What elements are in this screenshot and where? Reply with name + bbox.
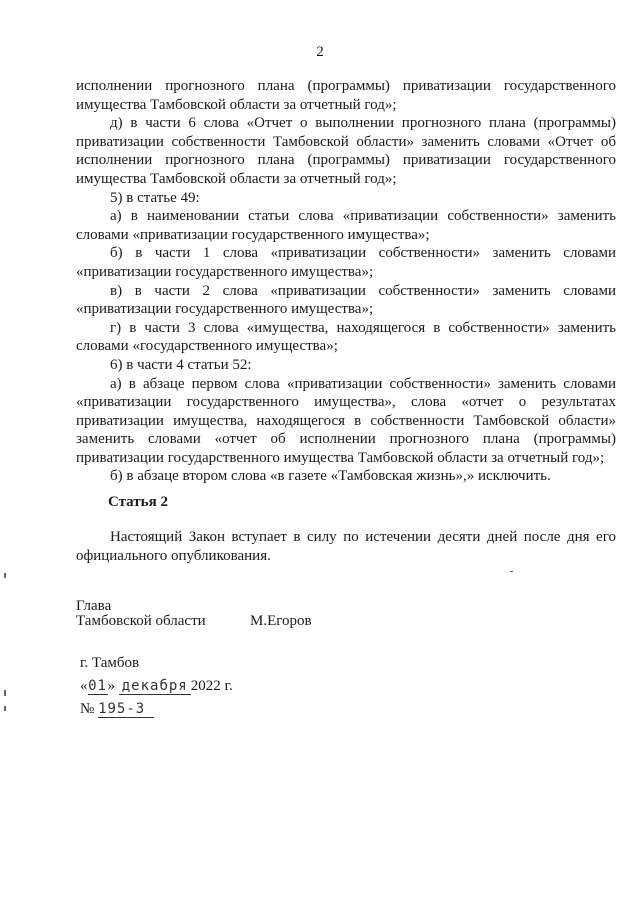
date-month: декабря [119, 678, 191, 695]
date-year: 2022 г. [190, 678, 233, 694]
page-number: 2 [316, 44, 324, 60]
signatory-region: Тамбовской области [76, 613, 206, 629]
date-close-quote: » [107, 678, 115, 694]
article-heading: Статья 2 [108, 494, 168, 510]
signatory-title: Глава [76, 598, 112, 614]
paragraph: б) в абзаце втором слова «в газете «Тамбовская жизнь»,» исключить. [110, 468, 551, 485]
paragraph: 5) в статье 49: [110, 189, 200, 206]
law-number-value: 195-З [98, 701, 154, 718]
date-open-quote: « [80, 678, 88, 694]
paragraph: г) в части 3 слова «имущества, находящегося в собственности» заменить словами «государственного имущества»; [76, 319, 616, 355]
date-day: 01 [88, 678, 107, 694]
signatory-name: М.Егоров [250, 613, 312, 629]
article-text: Настоящий Закон вступает в силу по истечении десяти дней после дня его официального опубликования. [76, 529, 616, 564]
document-body [76, 77, 616, 486]
adoption-date [80, 678, 233, 695]
paragraph: в) в части 2 слова «приватизации собственности» заменить словами «приватизации государственного имущества»; [76, 282, 616, 318]
paragraph: исполнении прогнозного плана (программы) приватизации государственного имущества Тамбовской области за отчетный год»; [76, 78, 616, 113]
paragraph: а) в абзаце первом слова «приватизации собственности» заменить словами «приватизации государственного имущества», слова «отчет о результатах приватизации имущества, находящегося в собственности Тамбовской области» заменить словами «отчет об исполнении прогнозного плана (программы) приватизации государственного имущества Тамбовской области за отчетный год»; [76, 375, 616, 466]
paragraph: а) в наименовании статьи слова «приватизации собственности» заменить словами «приватизации государственного имущества»; [76, 208, 616, 243]
scan-mark [510, 571, 513, 572]
number-prefix: № [80, 701, 95, 717]
scan-mark [4, 690, 6, 696]
scan-mark [4, 573, 6, 578]
city: г. Тамбов [80, 655, 140, 671]
scan-mark [4, 706, 6, 711]
paragraph: д) в части 6 слова «Отчет о выполнении прогнозного плана (программы) приватизации собственности Тамбовской области» заменить словами «Отчет об исполнении прогнозного плана (программы) приватизации государственного имущества Тамбовской области за отчетный год»; [76, 115, 616, 187]
paragraph: б) в части 1 слова «приватизации собственности» заменить словами «приватизации государственного имущества»; [76, 245, 616, 280]
law-number [80, 701, 154, 718]
paragraph: 6) в части 4 статьи 52: [110, 356, 252, 373]
